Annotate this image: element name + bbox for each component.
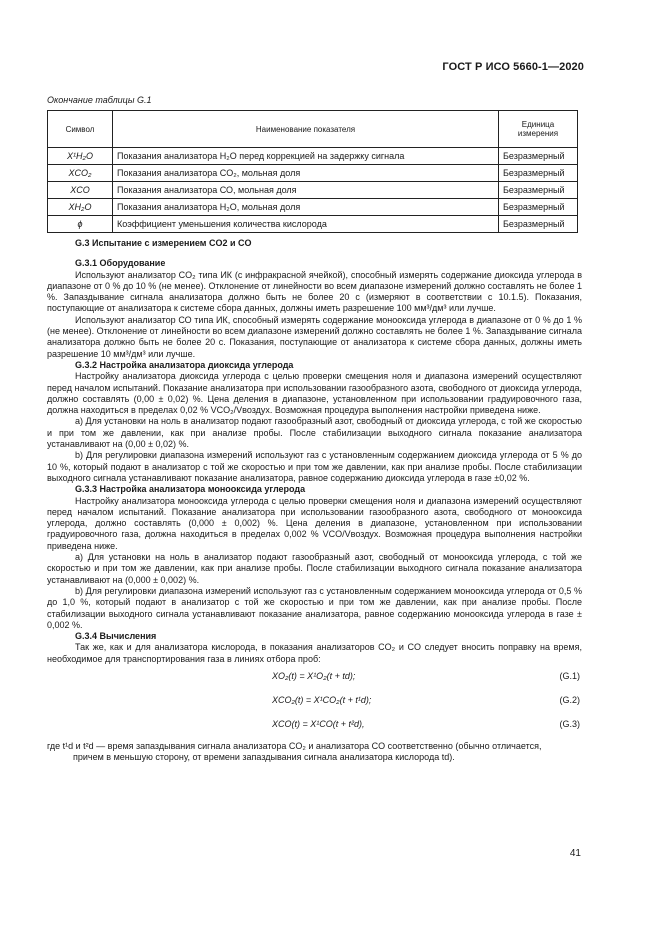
table-row xyxy=(48,216,578,233)
table-cell-symbol: XCO xyxy=(48,182,113,199)
symbols-table xyxy=(47,110,578,233)
table-header-row xyxy=(48,111,578,148)
section-heading-g33: G.3.3 Настройка анализатора монооксида углерода xyxy=(75,484,306,495)
column-header-symbol: Символ xyxy=(48,111,113,148)
table-row xyxy=(48,182,578,199)
section-heading-g32: G.3.2 Настройка анализатора диоксида углерода xyxy=(75,359,294,370)
page-number: 41 xyxy=(569,848,581,859)
table-caption: Окончание таблицы G.1 xyxy=(47,95,152,105)
table-cell-name: Показания анализатора СО, мольная доля xyxy=(113,182,499,199)
column-header-unit: Единица измерения xyxy=(499,111,578,148)
table-cell-symbol: ϕ xyxy=(48,216,113,233)
paragraph: а) Для установки на ноль в анализатор подают газообразный азот, свободный от диоксида углерода, с той же скоростью и при том же давлении, как при анализе пробы. После стабилизации выходного сигнала показание анализатора устанавливают на (0,00 ± 0,02) %. xyxy=(47,416,582,450)
legend-line: где t¹d и t²d — время запаздывания сигнала анализатора CO₂ и анализатора CO соответственно (обычно отличается, xyxy=(47,740,542,751)
table-row xyxy=(48,165,578,182)
table-cell-unit: Безразмерный xyxy=(499,199,578,216)
table-cell-name: Коэффициент уменьшения количества кислорода xyxy=(113,216,499,233)
paragraph: Так же, как и для анализатора кислорода, в показания анализаторов CO₂ и CO следует вносить поправку на время, необходимое для транспортирования газа в линиях отбора проб: xyxy=(47,642,582,664)
formula-number: (G.2) xyxy=(559,694,580,705)
formula-number: (G.3) xyxy=(559,718,580,729)
section-heading-g3: G.3 Испытание с измерением CO2 и CO xyxy=(75,238,252,248)
table-cell-name: Показания анализатора H₂O перед коррекцией на задержку сигнала xyxy=(113,148,499,165)
formula-g2 xyxy=(47,689,582,713)
formula-number: (G.1) xyxy=(559,670,580,681)
table-cell-symbol: XCO₂ xyxy=(48,165,113,182)
column-header-name: Наименование показателя xyxy=(113,111,499,148)
paragraph: b) Для регулировки диапазона измерений используют газ с установленным содержанием монооксида углерода от 0,5 % до 1,0 %, который подают в анализатор с той же скоростью и при том же давлении, как при анализе пробы. После стабилизации выходного сигнала устанавливают показание анализатора, равное содержанию монооксида углерода в газе ± 0,002 %. xyxy=(47,585,582,630)
document-header: ГОСТ Р ИСО 5660-1—2020 xyxy=(442,61,584,73)
body-text xyxy=(47,238,582,764)
paragraph: Используют анализатор CO₂ типа ИК (с инфракрасной ячейкой), способный измерять содержание диоксида углерода в диапазоне от 0 % до 10 % (не менее). Отклонение от линейности во всем диапазоне измерений должно составлять не более 1 %. Запаздывание сигнала анализатора должно быть не более 20 с (измеряют в соответствии с 10.1.5). Показания, поступающие от анализатора к системе сбора данных, должны иметь разрешение 100 мм³/дм³ или лучше. xyxy=(47,269,582,314)
table-cell-symbol: X¹H₂O xyxy=(48,148,113,165)
paragraph: Используют анализатор СО типа ИК, способный измерять содержание монооксида углерода в диапазоне от 0 % до 1 % (не менее). Отклонение от линейности во всем диапазоне измерений должно составлять не более 1 %. Запаздывание сигнала анализатора должно быть не более 20 с. Показания, поступающие от анализатора к системе сбора данных, должны иметь разрешение 10 мм³/дм³ или лучше. xyxy=(47,314,582,359)
table-row xyxy=(48,199,578,216)
formula-g3 xyxy=(47,713,582,737)
formula-legend xyxy=(47,741,582,764)
paragraph: b) Для регулировки диапазона измерений используют газ с установленным содержанием диоксида углерода от 5 % до 10 %, который подают в анализатор с той же скоростью и при том же давлении, как при анализе пробы. После стабилизации выходного сигнала устанавливают показание анализатора, равное содержанию диоксида углерода в газе ±0,02 %. xyxy=(47,450,582,483)
section-heading-g31: G.3.1 Оборудование xyxy=(75,258,166,269)
section-heading-g34: G.3.4 Вычисления xyxy=(75,631,157,642)
table-cell-symbol: XH₂O xyxy=(48,199,113,216)
table-cell-unit: Безразмерный xyxy=(499,182,578,199)
table-cell-name: Показания анализатора H₂O, мольная доля xyxy=(113,199,499,216)
formula-g1 xyxy=(47,665,582,689)
paragraph: Настройку анализатора диоксида углерода с целью проверки смещения ноля и диапазона измерений осуществляют перед началом испытаний. Показание анализатора при использовании газообразного азота, свободного от диоксида углерода, должно составлять (0,00 ± 0,02) %. Цена деления в диапазоне, установленном при использовании градуировочного газа, должна находиться в пределах 0,02 % VCO₂/Vвоздух. Возможная процедура выполнения настройки приведена ниже. xyxy=(47,371,582,416)
formula-expression: XO₂(t) = X¹O₂(t + td); xyxy=(272,670,356,681)
table-cell-unit: Безразмерный xyxy=(499,216,578,233)
table-cell-name: Показания анализатора CO₂, мольная доля xyxy=(113,165,499,182)
legend-line: причем в меньшую сторону, от времени запаздывания сигнала анализатора кислорода td). xyxy=(73,752,455,763)
formula-expression: XCO₂(t) = X¹CO₂(t + t¹d); xyxy=(272,694,372,705)
paragraph: а) Для установки на ноль в анализатор подают газообразный азот, свободный от монооксида углерода, с той же скоростью и при том же давлении, как при анализе пробы. После стабилизации выходного сигнала показание анализатора устанавливают на (0,000 ± 0,002) %. xyxy=(47,552,582,585)
paragraph: Настройку анализатора монооксида углерода с целью проверки смещения ноля и диапазона измерений осуществляют перед началом испытаний. Показание анализатора при использовании газообразного азота, свободного от монооксида углерода, должно составлять (0,000 ± 0,002) %. Цена деления в диапазоне, установленном при использовании градуировочного газа, должна находиться в пределах 0,002 % VCO/Vвоздух. Возможная процедура выполнения настройки приведена ниже. xyxy=(47,495,582,551)
table-cell-unit: Безразмерный xyxy=(499,165,578,182)
table-cell-unit: Безразмерный xyxy=(499,148,578,165)
formula-expression: XCO(t) = X¹CO(t + t²d), xyxy=(272,718,365,729)
table-row xyxy=(48,148,578,165)
